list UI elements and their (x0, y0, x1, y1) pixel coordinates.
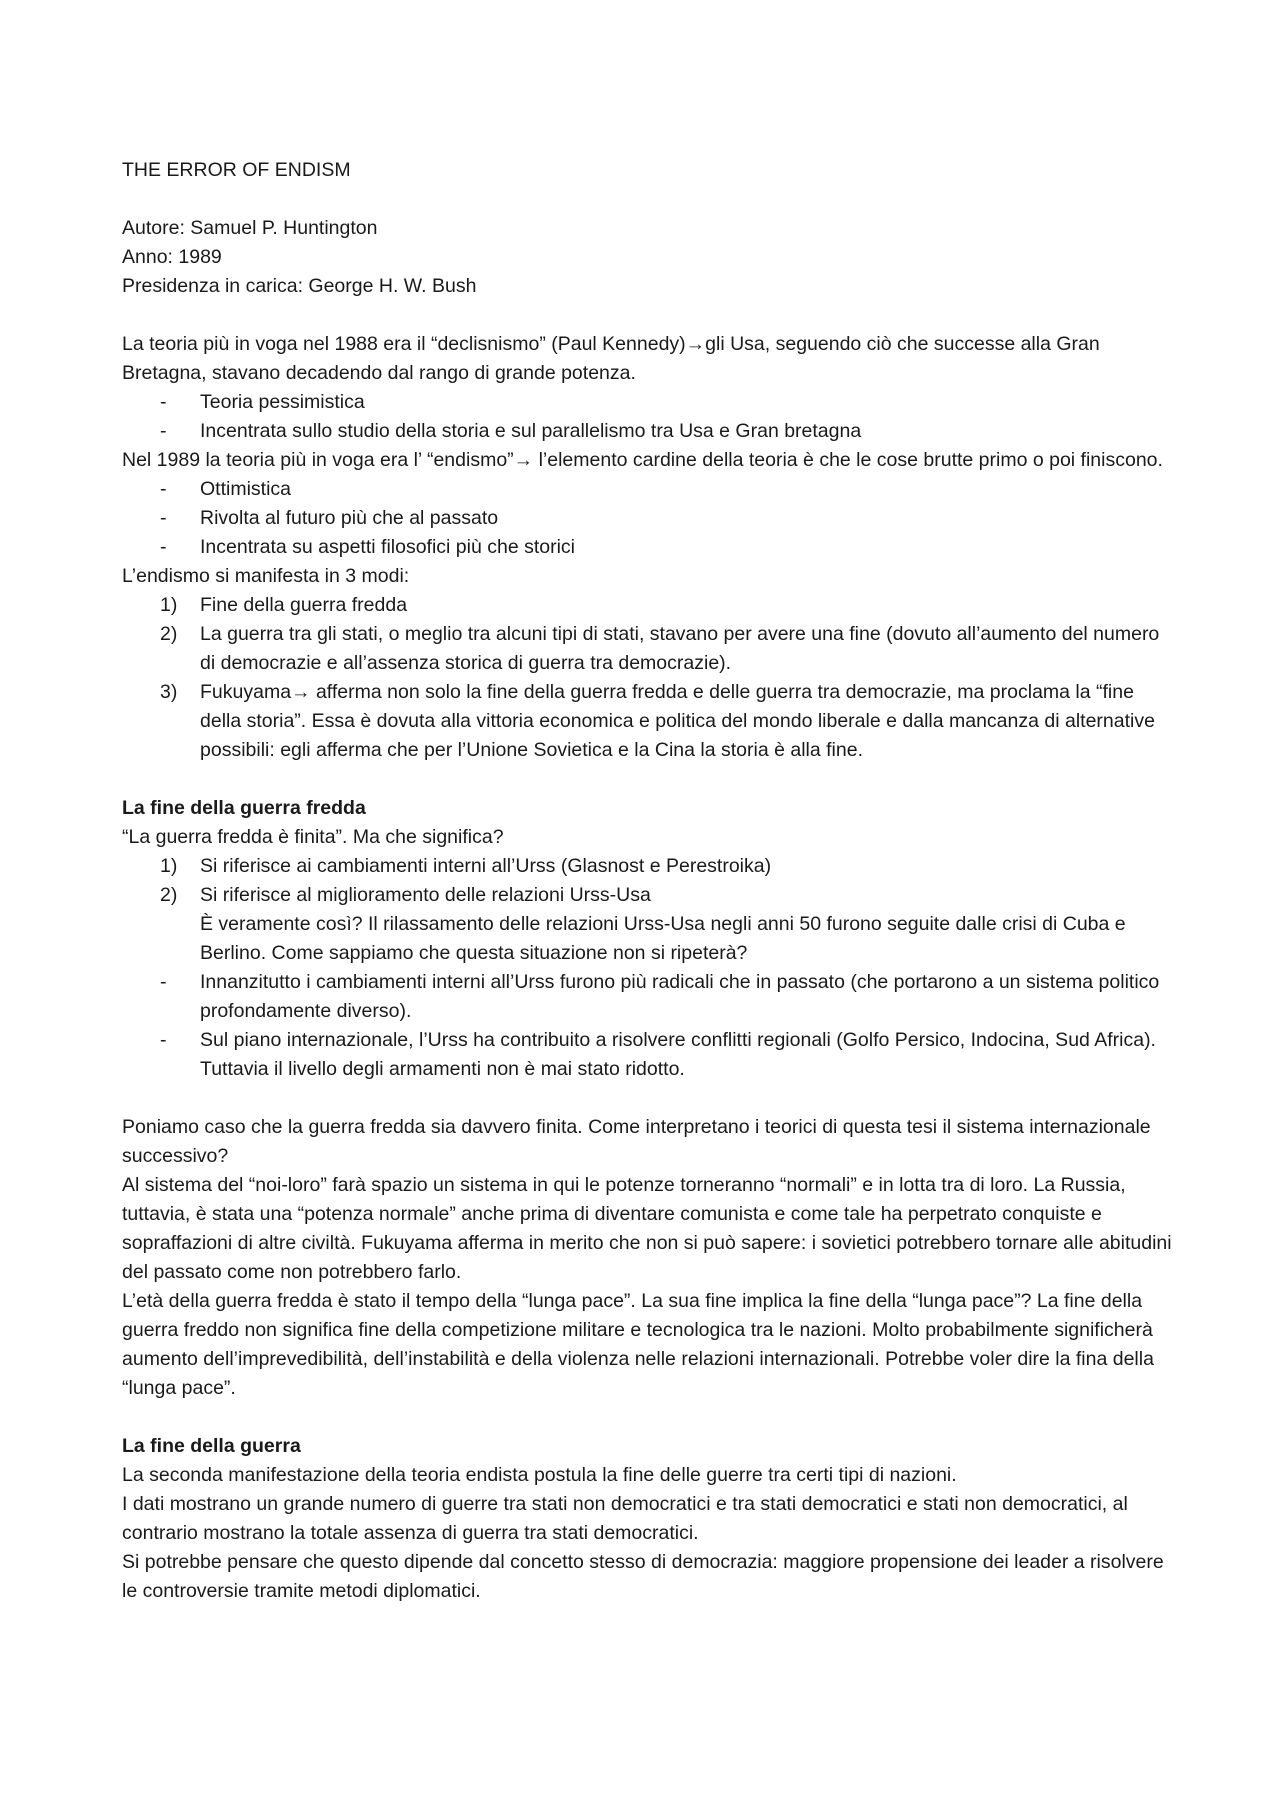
section-paragraph: La seconda manifestazione della teoria endista postula la fine delle guerre tra certi tipi di nazioni. (122, 1464, 957, 1486)
section-paragraph: Poniamo caso che la guerra fredda sia davvero finita. Come interpretano i teorici di questa tesi il sistema internazionale successivo? (122, 1116, 1151, 1167)
numbered-item: 2) Si riferisce al miglioramento delle relazioni Urss-Usa (122, 881, 1172, 910)
author-line: Autore: Samuel P. Huntington (122, 217, 378, 239)
section-paragraph: Si potrebbe pensare che questo dipende dal concetto stesso di democrazia: maggiore propensione dei leader a risolvere le controversie tramite metodi diplomatici. (122, 1551, 1164, 1602)
section-paragraph: L’età della guerra fredda è stato il tempo della “lunga pace”. La sua fine implica la fine della “lunga pace”? La fine della guerra freddo non significa fine della competizione militare e tecnologica tra le nazioni. Molto probabilmente significherà aumento dell’imprevedibilità, dell’instabilità e della violenza nelle relazioni internazionali. Potrebbe voler dire la fina della “lunga pace”. (122, 1290, 1154, 1399)
list-item: - Sul piano internazionale, l’Urss ha contribuito a risolvere conflitti regionali (Golfo Persico, Indocina, Sud Africa). Tuttavia il livello degli armamenti non è mai stato ridotto. (122, 1026, 1172, 1084)
list-item: - Ottimistica (122, 475, 1172, 504)
item-number: 2) (160, 884, 178, 906)
item-number: 3) (160, 681, 178, 703)
list-item: - Rivolta al futuro più che al passato (122, 504, 1172, 533)
bullet-mark: - (160, 391, 167, 413)
bullet-mark: - (160, 420, 167, 442)
intro-paragraph-3: L’endismo si manifesta in 3 modi: (122, 565, 410, 587)
intro-paragraph-1: La teoria più in voga nel 1988 era il “declisnismo” (Paul Kennedy)→gli Usa, seguendo ciò che successe alla Gran Bretagna, stavano decadendo dal rango di grande potenza. (122, 333, 1100, 384)
bullet-mark: - (160, 507, 167, 529)
numbered-item: 3) Fukuyama→ afferma non solo la fine della guerra fredda e delle guerra tra democrazie, ma proclama la “fine della storia”. Essa è dovuta alla vittoria economica e politica del mondo liberale e dalla mancanza di alternative possibili: egli afferma che per l’Unione Sovietica e la Cina la storia è alla fine. (122, 678, 1172, 765)
list-item: - Innanzitutto i cambiamenti interni all’Urss furono più radicali che in passato (che portarono a un sistema politico profondamente diverso). (122, 968, 1172, 1026)
section-paragraph: I dati mostrano un grande numero di guerre tra stati non democratici e tra stati democratici e stati non democratici, al contrario mostrano la totale assenza di guerra tra stati democratici. (122, 1493, 1128, 1544)
list-item: - Incentrata sullo studio della storia e sul parallelismo tra Usa e Gran bretagna (122, 417, 1172, 446)
numbered-item: 1) Fine della guerra fredda (122, 591, 1172, 620)
presidency-line: Presidenza in carica: George H. W. Bush (122, 275, 477, 297)
section-paragraph: Al sistema del “noi-loro” farà spazio un sistema in qui le potenze torneranno “normali” e in lotta tra di loro. La Russia, tuttavia, è stata una “potenza normale” anche prima di diventare comunista e come tale ha perpetrato conquiste e sopraffazioni di altre civiltà. Fukuyama afferma in merito che non si può sapere: i sovietici potrebbero tornare alle abitudini del passato come non potrebbero farlo. (122, 1174, 1172, 1283)
bullet-mark: - (160, 478, 167, 500)
section-heading: La fine della guerra fredda (122, 797, 366, 819)
document-page (122, 156, 1172, 1606)
item-number: 1) (160, 855, 178, 877)
year-line: Anno: 1989 (122, 246, 222, 268)
numbered-item: 1) Si riferisce ai cambiamenti interni all’Urss (Glasnost e Perestroika) (122, 852, 1172, 881)
intro-paragraph-2: Nel 1989 la teoria più in voga era l’ “endismo”→ l’elemento cardine della teoria è che le cose brutte primo o poi finiscono. (122, 449, 1163, 471)
list-item: - Teoria pessimistica (122, 388, 1172, 417)
item-number: 1) (160, 594, 178, 616)
section-paragraph: “La guerra fredda è finita”. Ma che significa? (122, 826, 504, 848)
bullet-mark: - (160, 536, 167, 558)
item-number: 2) (160, 623, 178, 645)
bullet-mark: - (160, 971, 167, 993)
list-item: - Incentrata su aspetti filosofici più che storici (122, 533, 1172, 562)
list-continuation: È veramente così? Il rilassamento delle relazioni Urss-Usa negli anni 50 furono seguite dalle crisi di Cuba e Berlino. Come sappiamo che questa situazione non si ripeterà? (200, 913, 1126, 964)
bullet-mark: - (160, 1029, 167, 1051)
numbered-item: 2) La guerra tra gli stati, o meglio tra alcuni tipi di stati, stavano per avere una fine (dovuto all’aumento del numero di democrazie e all’assenza storica di guerra tra democrazie). (122, 620, 1172, 678)
section-heading: La fine della guerra (122, 1435, 301, 1457)
document-title: THE ERROR OF ENDISM (122, 159, 351, 181)
